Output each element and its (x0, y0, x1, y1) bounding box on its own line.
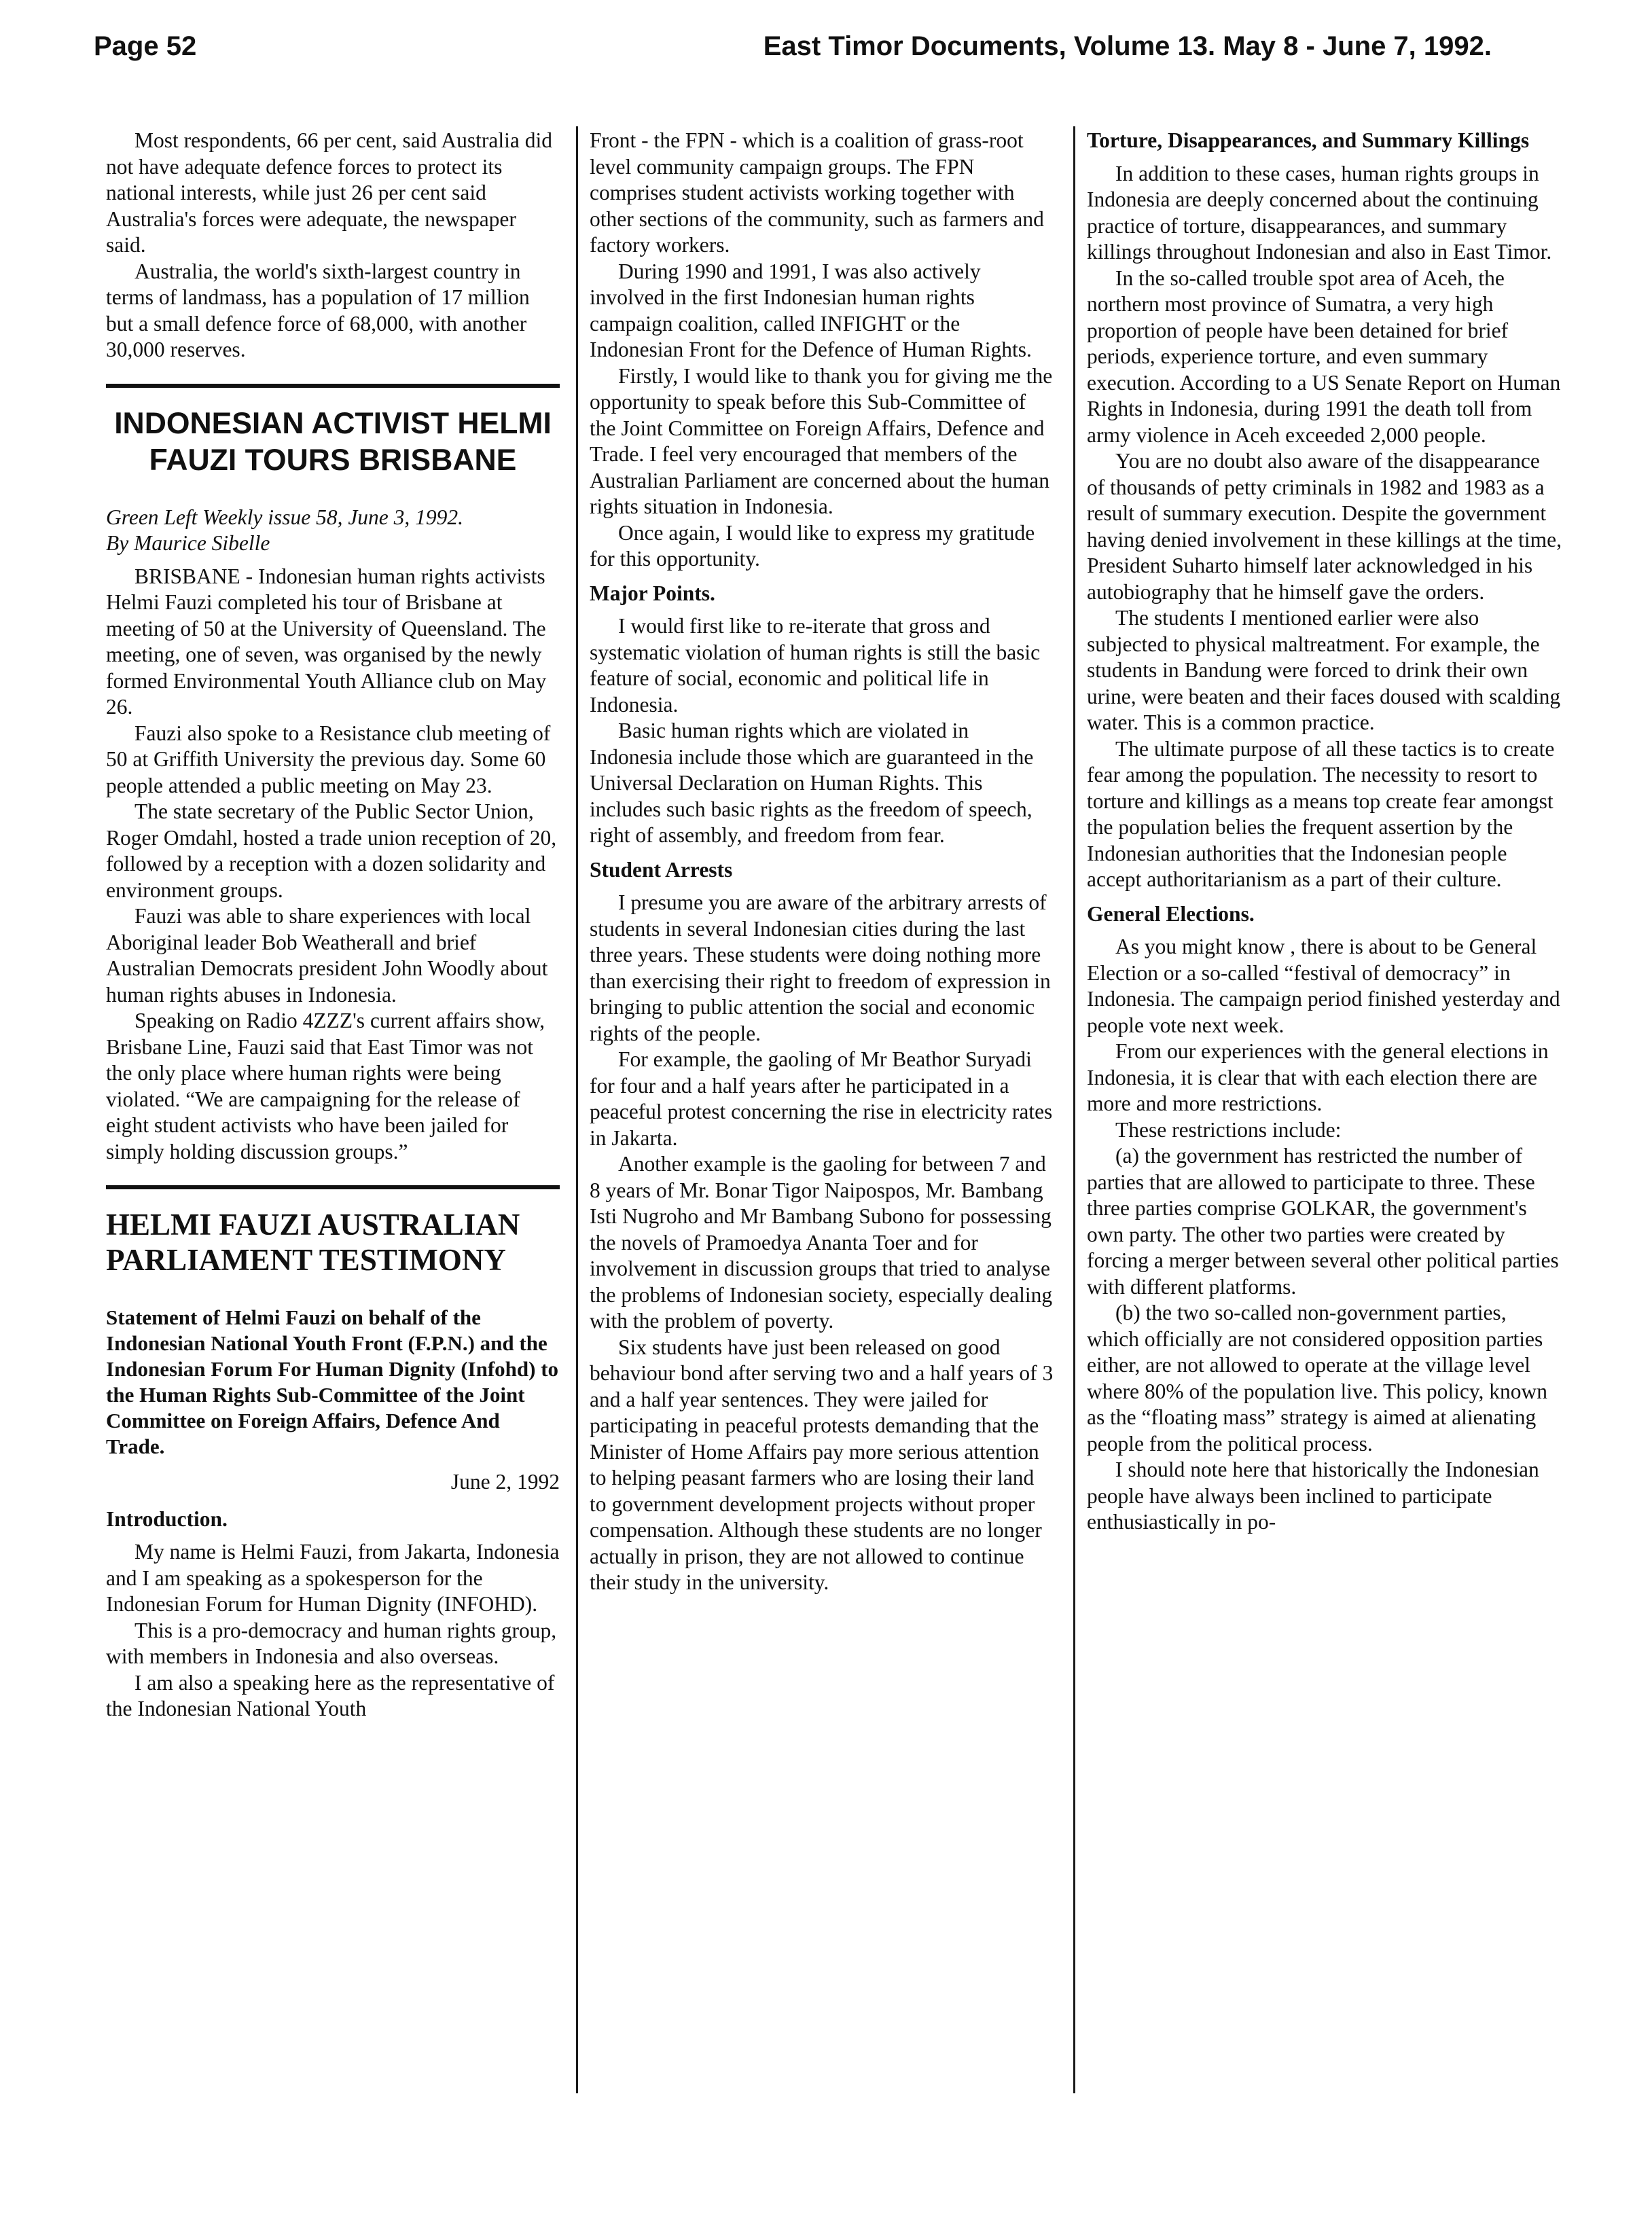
paragraph: The ultimate purpose of all these tactics is to create fear among the population. The necessity to resort to torture and killings as a means top create fear amongst the population belies the frequent assertion by the Indonesian authorities that the Indonesian people accept authoritarianism as a part of their culture. (1087, 736, 1555, 891)
section-heading: General Elections. (1087, 901, 1255, 926)
page-number: Page 52 (94, 31, 197, 61)
paragraph: Australia, the world's sixth-largest country in terms of landmass, has a population of 17 million but a small defence force of 68,000, with another 30,000 reserves. (106, 259, 530, 361)
paragraph: These restrictions include: (1115, 1117, 1342, 1142)
paragraph: This is a pro-democracy and human rights group, with members in Indonesia and also overseas. (106, 1618, 557, 1668)
paragraph: During 1990 and 1991, I was also actively involved in the first Indonesian human rights campaign coalition, called INFIGHT or the Indonesian Front for the Defence of Human Rights. (590, 259, 1032, 361)
article-headline: HELMI FAUZI AUSTRALIAN PARLIAMENT TESTIMONY (106, 1208, 520, 1277)
column-1 (106, 128, 560, 1722)
article-headline: INDONESIAN ACTIVIST HELMI FAUZI TOURS BRISBANE (114, 406, 552, 477)
paragraph: Speaking on Radio 4ZZZ's current affairs show, Brisbane Line, Fauzi said that East Timor was not the only place where human rights were being violated. “We are campaigning for the release of eight student activists who have been jailed for simply holding discussion groups.” (106, 1009, 545, 1163)
paragraph: I am also a speaking here as the representative of the Indonesian National Youth (106, 1670, 555, 1720)
article-separator (106, 384, 560, 388)
column-2 (590, 128, 1054, 1596)
paragraph: I would first like to re-iterate that gross and systematic violation of human rights is still the basic feature of social, economic and political life in Indonesia. (590, 614, 1041, 717)
article-byline: By Maurice Sibelle (106, 531, 270, 555)
paragraph: Fauzi also spoke to a Resistance club meeting of 50 at Griffith University the previous day. Some 60 people attended a public meeting on May 23. (106, 721, 551, 797)
publication-title: East Timor Documents, Volume 13. May 8 - June 7, 1992. (763, 31, 1492, 61)
paragraph: Basic human rights which are violated in Indonesia include those which are guaranteed in the Universal Declaration on Human Rights. This includes such basic rights as the freedom of speech, right of assembly, and freedom from fear. (590, 719, 1034, 847)
paragraph: Fauzi was able to share experiences with local Aboriginal leader Bob Weatherall and brief Australian Democrats president John Woodly about human rights abuses in Indonesia. (106, 904, 548, 1007)
section-heading: Introduction. (106, 1506, 228, 1531)
column-divider (1073, 126, 1075, 2093)
column-divider (576, 126, 578, 2093)
paragraph: As you might know , there is about to be General Election or a so-called “festival of democracy” in Indonesia. The campaign period finished yesterday and people vote next week. (1087, 935, 1560, 1037)
paragraph: Most respondents, 66 per cent, said Australia did not have adequate defence forces to protect its national interests, while just 26 per cent said Australia's forces were adequate, the newspaper said. (106, 128, 553, 257)
paragraph: I should note here that historically the Indonesian people have always been inclined to participate enthusiastically in po- (1087, 1458, 1539, 1534)
paragraph: You are no doubt also aware of the disappearance of thousands of petty criminals in 1982 and 1983 as a result of summary execution. Despite the government having denied involvement in these killings at the time, President Suharto himself later acknowledged in his autobiography that he himself gave the orders. (1087, 449, 1562, 604)
paragraph: Front - the FPN - which is a coalition of grass-root level community campaign groups. The FPN comprises student activists working together with other sections of the community, such as farmers and factory workers. (590, 128, 1044, 257)
paragraph: The students I mentioned earlier were also subjected to physical maltreatment. For example, the students in Bandung were forced to drink their own urine, were beaten and their faces doused with scalding water. This is a common practice. (1087, 606, 1561, 734)
paragraph: The state secretary of the Public Sector Union, Roger Omdahl, hosted a trade union reception of 20, followed by a reception with a dozen solidarity and environment groups. (106, 799, 557, 902)
paragraph: (b) the two so-called non-government parties, which officially are not considered opposition parties either, are not allowed to operate at the village level where 80% of the population live. This policy, known as the “floating mass” strategy is aimed at alienating people from the political process. (1087, 1301, 1548, 1456)
running-head (0, 26, 1652, 67)
paragraph: BRISBANE - Indonesian human rights activists Helmi Fauzi completed his tour of Brisbane at meeting of 50 at the University of Queensland. The meeting, one of seven, was organised by the newly formed Environmental Youth Alliance club on May 26. (106, 564, 547, 719)
paragraph: Another example is the gaoling for between 7 and 8 years of Mr. Bonar Tigor Naipospos, Mr. Bambang Isti Nugroho and Mr Bambang Subono for possessing the novels of Pramoedya Ananta Toer and for involvement in discussion groups that tried to analyse the problems of Indonesian society, especially dealing with the problem of poverty. (590, 1152, 1053, 1333)
column-3 (1087, 128, 1562, 1536)
paragraph: Firstly, I would like to thank you for giving me the opportunity to speak before this Sub-Committee of the Joint Committee on Foreign Affairs, Defence and Trade. I feel very encouraged that members of the Australian Parliament are concerned about the human rights situation in Indonesia. (590, 363, 1053, 518)
statement-heading: Statement of Helmi Fauzi on behalf of the Indonesian National Youth Front (F.P.N.) and the Indonesian Forum For Human Dignity (Infohd) to the Human Rights Sub-Committee of the Joint Committee on Foreign Affairs, Defence And Trade. (106, 1305, 559, 1458)
section-heading: Torture, Disappearances, and Summary Killings (1087, 128, 1530, 152)
paragraph: Six students have just been released on good behaviour bond after serving two and a half years of 3 and a half year sentences. They were jailed for participating in peaceful protests demanding that the Minister of Home Affairs pay more serious attention to helping peasant farmers who are losing their land to government development projects without proper compensation. Although these students are no longer actually in prison, they are not allowed to continue their study in the university. (590, 1335, 1054, 1594)
section-heading: Major Points. (590, 581, 715, 605)
paragraph: (a) the government has restricted the number of parties that are allowed to participate to three. These three parties comprise GOLKAR, the government's own party. The other two parties were created by forcing a merger between several other political parties with different platforms. (1087, 1144, 1559, 1299)
paragraph: I presume you are aware of the arbitrary arrests of students in several Indonesian cities during the last three years. These students were doing nothing more than exercising their right to freedom of expression in bringing to public attention the social and economic rights of the people. (590, 890, 1051, 1045)
paragraph: From our experiences with the general elections in Indonesia, it is clear that with each election there are more and more restrictions. (1087, 1039, 1549, 1115)
statement-date: June 2, 1992 (450, 1470, 560, 1494)
article-source: Green Left Weekly issue 58, June 3, 1992. (106, 505, 464, 529)
paragraph: Once again, I would like to express my gratitude for this opportunity. (590, 520, 1035, 571)
paragraph: In the so-called trouble spot area of Aceh, the northern most province of Sumatra, a very high proportion of people have been detained for brief periods, experience torture, and even summary execution. According to a US Senate Report on Human Rights in Indonesia, during 1991 the death toll from army violence in Aceh exceeded 2,000 people. (1087, 266, 1561, 447)
paragraph: In addition to these cases, human rights groups in Indonesia are deeply concerned about the continuing practice of torture, disappearances, and summary killings throughout Indonesian and also in East Timor. (1087, 161, 1552, 264)
article-separator (106, 1185, 560, 1189)
section-heading: Student Arrests (590, 857, 733, 882)
paragraph: My name is Helmi Fauzi, from Jakarta, Indonesia and I am speaking as a spokesperson for the Indonesian Forum for Human Dignity (INFOHD). (106, 1540, 560, 1616)
paragraph: For example, the gaoling of Mr Beathor Suryadi for four and a half years after he participated in a peaceful protest concerning the rise in electricity rates in Jakarta. (590, 1047, 1053, 1150)
